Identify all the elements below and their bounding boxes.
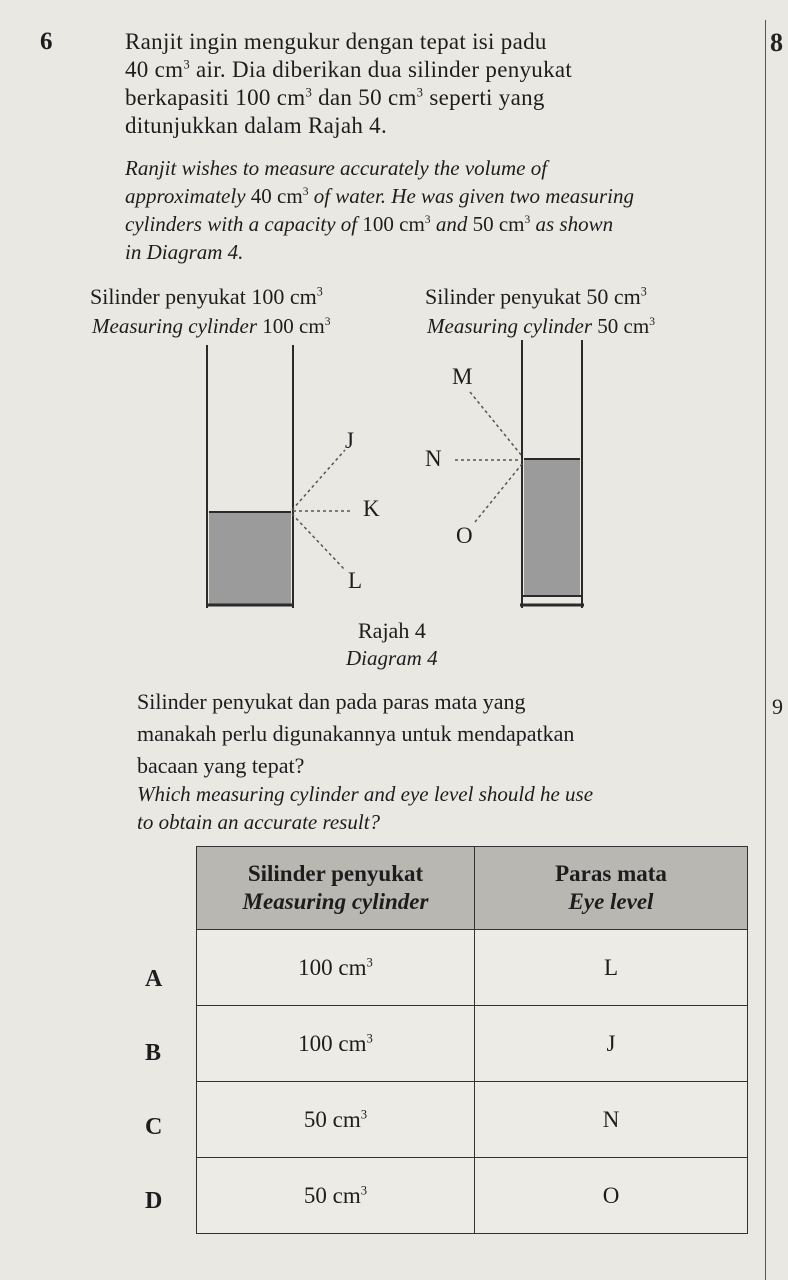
- english-line-1: Ranjit wishes to measure accurately the volume of: [125, 156, 548, 180]
- prompt-english-line-1: Which measuring cylinder and eye level should he use: [137, 782, 594, 806]
- malay-line-2: 40 $cm^3$ air. Dia diberikan dua silinder penyukat: [125, 57, 573, 82]
- table-row[interactable]: [197, 1006, 748, 1082]
- prompt-english-line-2: to obtain an accurate result?: [137, 810, 381, 834]
- prompt-english: [137, 780, 747, 836]
- diagram-title-malay: Rajah 4: [358, 618, 426, 643]
- prompt-malay-line-1: Silinder penyukat dan pada paras mata yang: [137, 689, 526, 714]
- eye-cell: O: [475, 1158, 748, 1234]
- header-eye-level: [475, 847, 748, 930]
- table-header-row: [197, 847, 748, 930]
- header-eye-english: Eye level: [568, 889, 654, 914]
- label-o: O: [456, 523, 473, 548]
- options-table: [196, 846, 748, 1234]
- table-row[interactable]: [197, 1158, 748, 1234]
- left-caption-malay: Silinder penyukat 100 $cm^3$: [90, 284, 323, 309]
- cylinder-100: [206, 345, 294, 608]
- english-line-3: cylinders with a capacity of 100 $cm^3$ and 50 $cm^3$ as shown: [125, 212, 614, 236]
- right-caption-english: Measuring cylinder 50 $cm^3$: [427, 314, 655, 338]
- header-eye-malay: Paras mata: [555, 861, 667, 886]
- option-d-letter[interactable]: D: [145, 1188, 163, 1214]
- english-line-4: in Diagram 4.: [125, 240, 244, 264]
- cylinder-cell: 100 $cm^3$: [197, 930, 475, 1006]
- eye-cell: L: [475, 930, 748, 1006]
- question-number: 6: [40, 28, 53, 55]
- label-m: M: [452, 364, 473, 389]
- eye-lines-left: [292, 450, 353, 570]
- header-cylinder-english: Measuring cylinder: [242, 889, 429, 914]
- label-k: K: [363, 496, 380, 521]
- malay-line-3: berkapasiti 100 $cm^3$ dan 50 $cm^3$ seperti yang: [125, 85, 545, 110]
- malay-line-1: Ranjit ingin mengukur dengan tepat isi padu: [125, 29, 547, 54]
- diagram-title-english: Diagram 4: [346, 646, 438, 670]
- label-l: L: [348, 568, 363, 593]
- right-caption-malay: Silinder penyukat 50 $cm^3$: [425, 284, 647, 309]
- margin-mark-top: 8: [770, 28, 783, 57]
- malay-line-4: ditunjukkan dalam Rajah 4.: [125, 113, 388, 138]
- option-b-letter[interactable]: B: [145, 1040, 162, 1066]
- left-caption-english: Measuring cylinder 100 $cm^3$: [92, 314, 331, 338]
- cylinder-cell: 100 $cm^3$: [197, 1006, 475, 1082]
- cylinder-cell: 50 $cm^3$: [197, 1082, 475, 1158]
- table-row[interactable]: [197, 930, 748, 1006]
- english-line-2: approximately 40 $cm^3$ of water. He was given two measuring: [125, 184, 634, 208]
- eye-cell: J: [475, 1006, 748, 1082]
- cylinder-cell: 50 $cm^3$: [197, 1158, 475, 1234]
- table-row[interactable]: [197, 1082, 748, 1158]
- option-c-letter[interactable]: C: [145, 1114, 163, 1140]
- prompt-malay: [137, 686, 737, 782]
- header-cylinder-malay: Silinder penyukat: [247, 861, 424, 886]
- option-a-letter[interactable]: A: [145, 966, 163, 992]
- cylinder-50: [520, 340, 584, 608]
- prompt-malay-line-2: manakah perlu digunakannya untuk mendapatkan: [137, 721, 575, 746]
- label-n: N: [425, 446, 442, 471]
- header-cylinder: [197, 847, 475, 930]
- eye-lines-right: [455, 392, 522, 522]
- prompt-malay-line-3: bacaan yang tepat?: [137, 753, 305, 778]
- eye-cell: N: [475, 1082, 748, 1158]
- margin-mark-bottom: 9: [772, 694, 783, 719]
- label-j: J: [345, 428, 354, 453]
